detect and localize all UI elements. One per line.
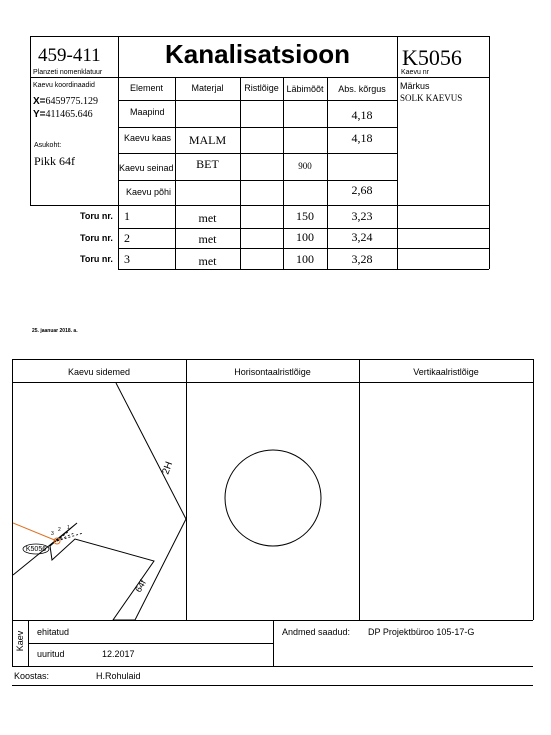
horizontal-section: [187, 383, 359, 620]
col-vertical: Vertikaalristlõige: [413, 367, 479, 377]
col-height: Abs. kõrgus: [338, 84, 386, 94]
pipe-height: 3,23: [351, 209, 373, 223]
well-number: K5056: [402, 45, 462, 70]
vertical-side-label: Kaev: [15, 630, 25, 652]
pipe-number: 1: [124, 209, 130, 223]
pipe-height: 3,28: [351, 252, 373, 266]
map-pipe-num: 3: [51, 531, 54, 537]
pipe-material: met: [198, 232, 217, 246]
coords-label: Kaevu koordinaadid: [33, 82, 95, 89]
location-label: Asukoht:: [34, 142, 62, 149]
built-label: ehitatud: [37, 627, 70, 637]
map-pipe-num: 2: [58, 527, 61, 533]
col-remark: Märkus: [400, 81, 430, 91]
pipe-diameter: 100: [296, 252, 314, 266]
col-cross: Ristlõige: [244, 83, 279, 93]
data-source-label: Andmed saadud:: [282, 627, 351, 637]
nomenclature-label: Planzeti nomenklatuur: [33, 69, 103, 76]
row-height: 4,18: [351, 131, 373, 145]
pipe-label: Toru nr.: [80, 254, 113, 264]
x-coordinate: X=6459775.129: [33, 96, 99, 107]
pipe-label: Toru nr.: [80, 211, 113, 221]
pipe-diameter: 100: [296, 230, 314, 244]
map-well-label: K5056: [25, 546, 47, 553]
location-value: Pikk 64f: [34, 154, 76, 168]
pipe-number: 3: [124, 252, 130, 266]
building-outline: [13, 383, 186, 620]
page-title: Kanalisatsioon: [165, 39, 350, 69]
pipe-height: 3,24: [351, 230, 373, 244]
col-material: Materjal: [191, 83, 224, 93]
col-element: Element: [129, 83, 164, 93]
well-number-label: Kaevu nr: [401, 69, 430, 76]
compiler-value: H.Rohulaid: [96, 671, 141, 681]
row-element: Kaevu põhi: [126, 187, 172, 197]
row-element: Maapind: [130, 107, 165, 117]
map-label-64f: 64f: [133, 578, 148, 594]
surveyed-value: 12.2017: [102, 649, 135, 659]
remark-value: SOLK KAEVUS: [400, 93, 463, 103]
row-height: 4,18: [351, 108, 373, 122]
col-links: Kaevu sidemed: [67, 367, 131, 377]
col-horizontal: Horisontaalristlõige: [234, 367, 311, 377]
row-element: Kaevu seinad: [119, 163, 174, 173]
row-material: MALM: [188, 133, 227, 147]
surveyed-label: uuritud: [37, 649, 65, 659]
col-diameter: Läbimõõt: [286, 84, 324, 94]
row-height: 2,68: [351, 183, 373, 197]
nomenclature: 459-411: [38, 45, 101, 66]
compiler-label: Koostas:: [14, 671, 50, 681]
document-date: 25. jaanuar 2018. a.: [32, 328, 78, 334]
row-diameter: 900: [298, 161, 312, 171]
map-label-2h: 2H: [160, 460, 176, 477]
y-coordinate: Y=411465.646: [33, 109, 93, 120]
row-element: Kaevu kaas: [124, 133, 172, 143]
map-pipe-num: 1: [67, 525, 70, 531]
pipe-number: 2: [124, 231, 130, 245]
pipe-diameter: 150: [296, 209, 314, 223]
pipe-material: met: [198, 211, 217, 225]
well-circle: [225, 450, 321, 546]
location-map: [13, 383, 186, 620]
pipe-material: met: [198, 254, 217, 268]
row-material: BET: [196, 157, 219, 171]
pipe-label: Toru nr.: [80, 233, 113, 243]
data-source-value: DP Projektbüroo 105-17-G: [368, 627, 475, 637]
